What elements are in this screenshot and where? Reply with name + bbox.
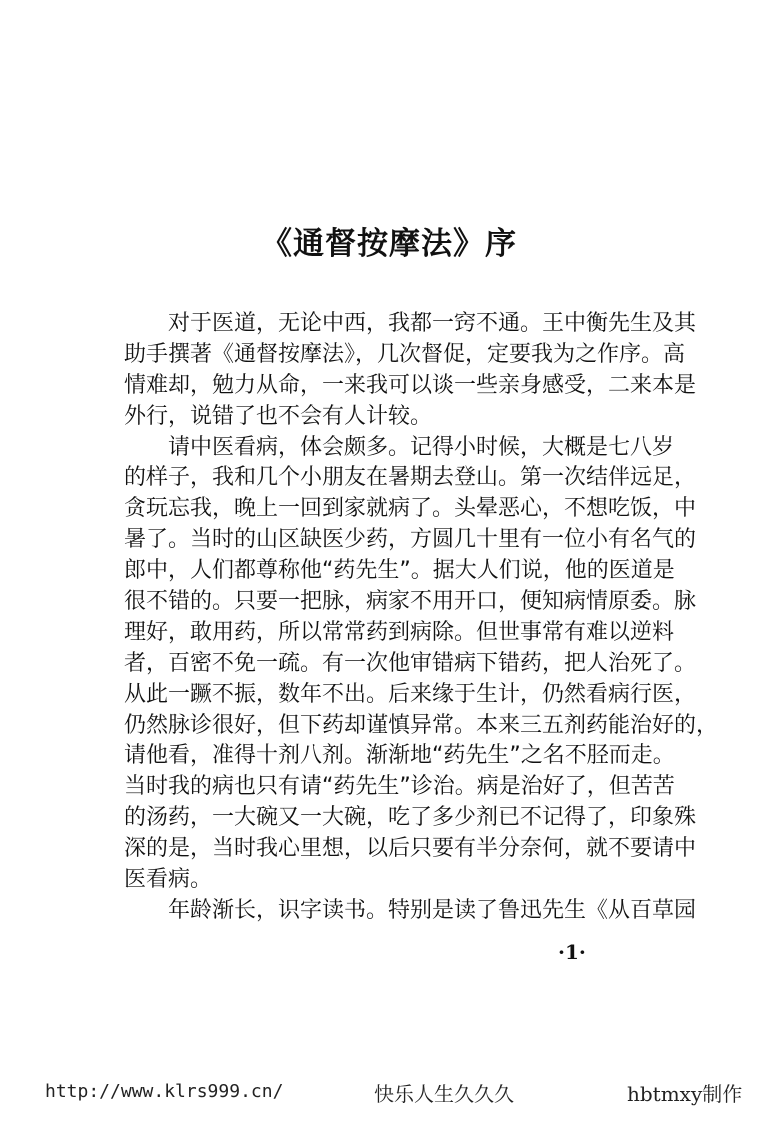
body-text xyxy=(124,309,719,927)
text-line: 深的是，当时我心里想，以后只要有半分奈何，就不要请中 xyxy=(124,836,697,862)
text-line: 仍然脉诊很好，但下药却谨慎异常。本来三五剂药能治好的， xyxy=(124,712,719,738)
page-number: ·1· xyxy=(558,940,586,964)
footer-credit: hbtmxy制作 xyxy=(627,1082,743,1106)
text-line: 理好，敢用药，所以常常药到病除。但世事常有难以逆料 xyxy=(124,619,675,645)
text-line: 者，百密不免一疏。有一次他审错病下错药，把人治死了。 xyxy=(124,650,697,676)
text-line: 助手撰著《通督按摩法》，几次督促，定要我为之作序。高 xyxy=(124,341,686,367)
footer-url[interactable]: http://www.klrs999.cn/ xyxy=(45,1081,284,1102)
text-line: 的样子，我和几个小朋友在暑期去登山。第一次结伴远足， xyxy=(124,465,697,491)
text-line: 的汤药，一大碗又一大碗，吃了多少剂已不记得了，印象殊 xyxy=(124,805,697,831)
footer-site-name: 快乐人生久久久 xyxy=(374,1082,514,1106)
text-line: 对于医道，无论中西，我都一窍不通。王中衡先生及其 xyxy=(168,311,697,336)
text-line: 年龄渐长，识字读书。特别是读了鲁迅先生《从百草园 xyxy=(168,897,697,923)
text-line: 很不错的。只要一把脉，病家不用开口，便知病情原委。脉 xyxy=(124,589,697,615)
text-line: 当时我的病也只有请“药先生”诊治。病是治好了，但苦苦 xyxy=(124,774,675,800)
text-line: 请中医看病，体会颇多。记得小时候，大概是七八岁 xyxy=(168,434,675,460)
page-title: 《通督按摩法》序 xyxy=(261,226,517,262)
text-line: 暑了。当时的山区缺医少药，方圆几十里有一位小有名气的 xyxy=(124,527,697,553)
text-line: 请他看，准得十剂八剂。渐渐地“药先生”之名不胫而走。 xyxy=(124,743,675,769)
text-line: 外行，说错了也不会有人计较。 xyxy=(124,403,433,429)
text-line: 从此一蹶不振，数年不出。后来缘于生计，仍然看病行医， xyxy=(124,681,697,707)
text-line: 医看病。 xyxy=(124,867,213,893)
text-line: 情难却，勉力从命，一来我可以谈一些亲身感受，二来本是 xyxy=(124,372,697,398)
text-line: 郎中，人们都尊称他“药先生”。据大人们说，他的医道是 xyxy=(124,558,675,584)
text-line: 贪玩忘我，晚上一回到家就病了。头晕恶心，不想吃饭，中 xyxy=(124,496,697,522)
